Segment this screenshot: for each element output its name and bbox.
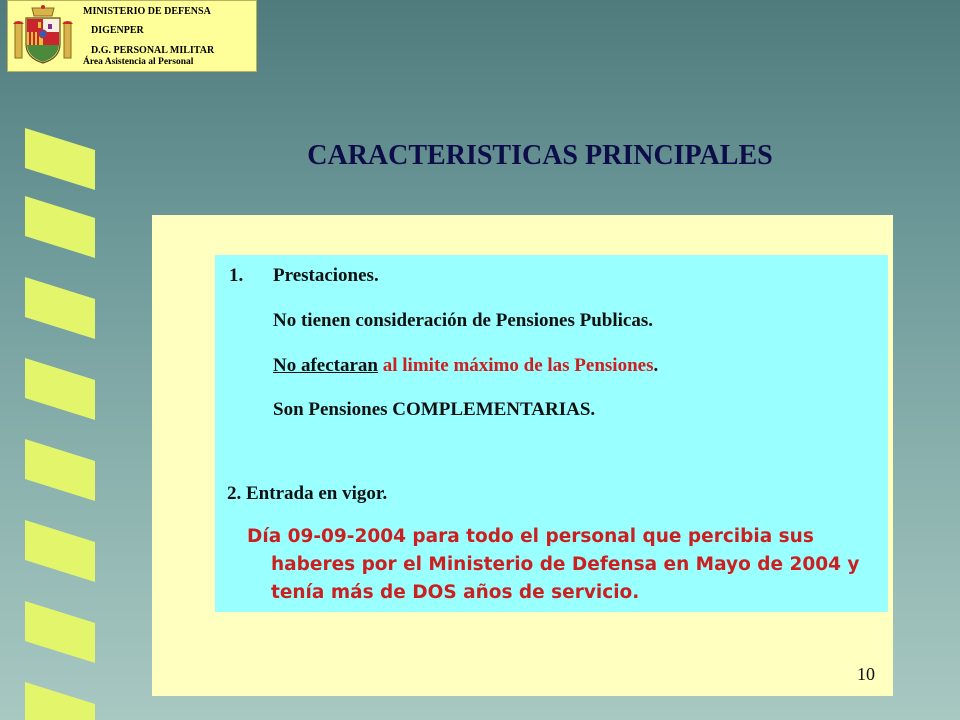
stripe [25,682,95,720]
header-line-area: Área Asistencia al Personal [83,57,194,67]
ministry-header [7,0,257,72]
header-line-directorate: D.G. PERSONAL MILITAR [91,45,215,56]
item-number-1: 1. [229,265,244,286]
decorative-stripes [0,0,110,720]
stripe [25,277,95,339]
header-line-ministry: MINISTERIO DE DEFENSA [83,6,211,17]
red-text: al limite máximo de las Pensiones [378,355,654,376]
item-line-consideracion: No tienen consideración de Pensiones Publicas. [273,310,654,331]
item-heading-entrada-en-vigor: 2. Entrada en vigor. [227,483,388,504]
line-end: . [653,355,659,376]
entrada-en-vigor-paragraph [247,523,877,607]
item-line-complementarias: Son Pensiones COMPLEMENTARIAS. [273,399,596,420]
header-line-digenper: DIGENPER [91,25,144,36]
underlined-text: No afectaran [273,355,378,376]
coat-of-arms-icon [12,4,74,66]
stripe [25,520,95,582]
content-box [215,255,888,612]
stripe [25,439,95,501]
paragraph-first-line: Día 09-09-2004 para todo el personal que percibia sus [247,526,814,547]
item-heading-prestaciones: Prestaciones. [273,265,379,286]
paragraph-rest: haberes por el Ministerio de Defensa en Mayo de 2004 y tenía más de DOS años de servicio. [271,554,860,603]
page-number: 10 [857,664,875,684]
stripe [25,601,95,663]
stripe [25,358,95,420]
item-line-afectaran [273,355,658,377]
slide-title: CARACTERISTICAS PRINCIPALES [307,140,773,171]
stripe [25,196,95,258]
